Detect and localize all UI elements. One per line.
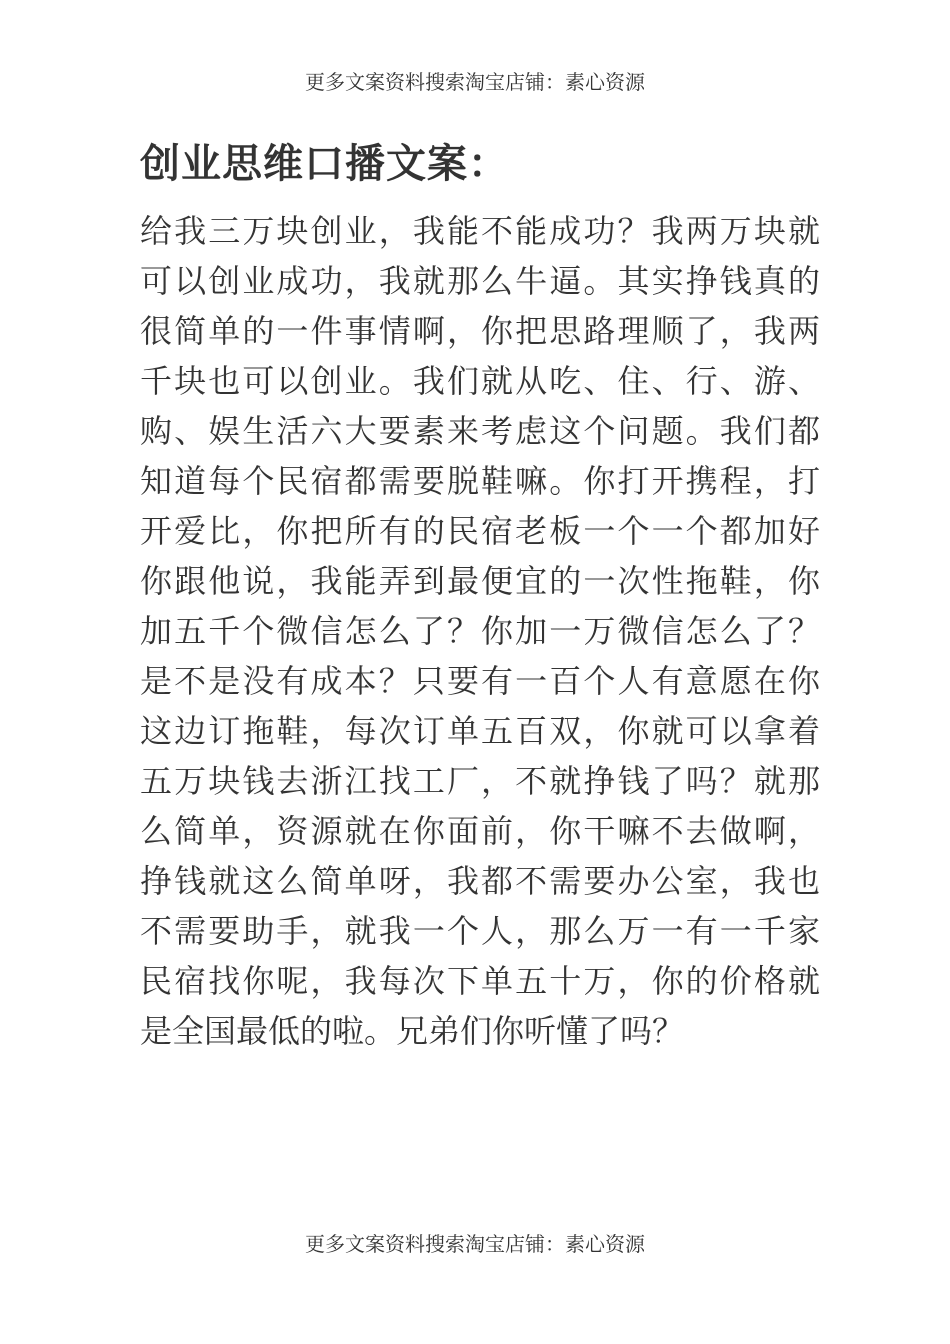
page-footer-watermark: 更多文案资料搜索淘宝店铺：素心资源 xyxy=(305,1234,645,1256)
body-line: 五万块钱去浙江找工厂，不就挣钱了吗？就那 xyxy=(140,763,820,799)
body-line: 给我三万块创业，我能不能成功？我两万块就 xyxy=(140,213,820,249)
body-line: 千块也可以创业。我们就从吃、住、行、游、 xyxy=(140,363,820,399)
page-header-watermark: 更多文案资料搜索淘宝店铺：素心资源 xyxy=(305,72,645,94)
body-line: 这边订拖鞋，每次订单五百双，你就可以拿着 xyxy=(140,713,820,749)
body-line: 么简单，资源就在你面前，你干嘛不去做啊， xyxy=(140,813,820,849)
document-title: 创业思维口播文案： xyxy=(140,142,509,186)
body-line: 挣钱就这么简单呀，我都不需要办公室，我也 xyxy=(140,863,820,899)
body-line: 是全国最低的啦。兄弟们你听懂了吗？ xyxy=(140,1013,685,1049)
document-body xyxy=(140,206,820,1056)
body-line: 很简单的一件事情啊，你把思路理顺了，我两 xyxy=(140,313,820,349)
body-line: 是不是没有成本？只要有一百个人有意愿在你 xyxy=(140,663,820,699)
body-line: 民宿找你呢，我每次下单五十万，你的价格就 xyxy=(140,963,820,999)
body-line: 知道每个民宿都需要脱鞋嘛。你打开携程，打 xyxy=(140,463,820,499)
body-line: 开爱比，你把所有的民宿老板一个一个都加好 xyxy=(140,513,820,549)
body-line: 加五千个微信怎么了？你加一万微信怎么了？ xyxy=(140,613,820,649)
body-line: 购、娱生活六大要素来考虑这个问题。我们都 xyxy=(140,413,820,449)
body-line: 可以创业成功，我就那么牛逼。其实挣钱真的 xyxy=(140,263,820,299)
body-line: 你跟他说，我能弄到最便宜的一次性拖鞋，你 xyxy=(140,563,820,599)
body-line: 不需要助手，就我一个人，那么万一有一千家 xyxy=(140,913,820,949)
